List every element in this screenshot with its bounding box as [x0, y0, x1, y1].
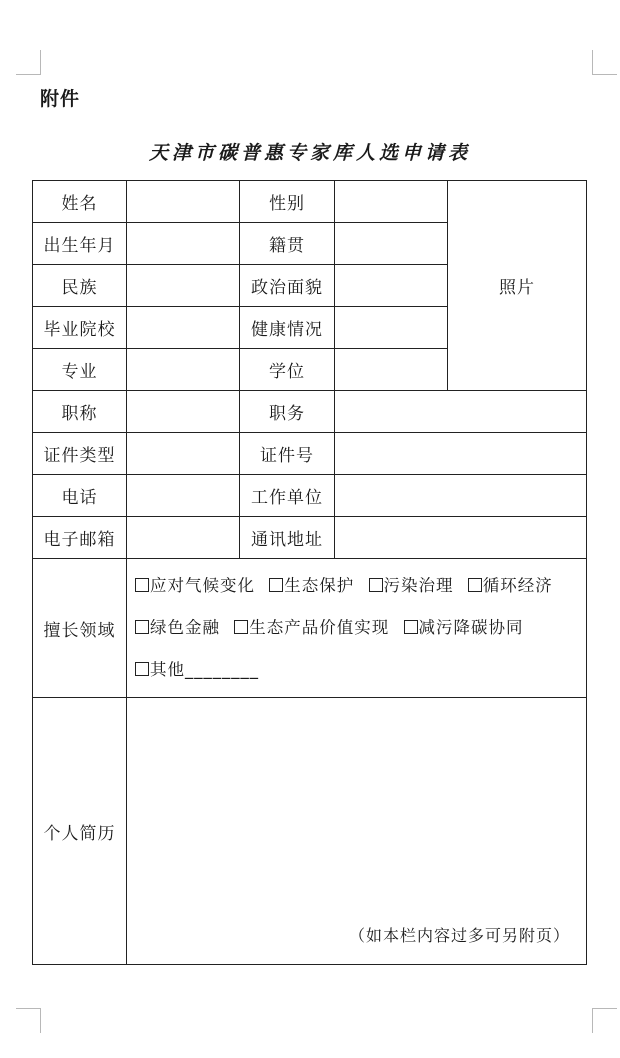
checkbox-icon[interactable]: [135, 578, 149, 592]
checkbox-icon[interactable]: [135, 620, 149, 634]
id-type-field[interactable]: [127, 433, 240, 475]
checkbox-icon[interactable]: [234, 620, 248, 634]
expertise-line-1: [135, 565, 580, 607]
attachment-label: 附件: [40, 88, 81, 110]
resume-note: （如本栏内容过多可另附页）: [348, 926, 570, 945]
crop-mark-bottom-right: [592, 1008, 617, 1033]
option-label: 应对气候变化: [150, 576, 255, 595]
checkbox-icon[interactable]: [468, 578, 482, 592]
email-label: 电子邮箱: [33, 517, 127, 559]
birth-label: 出生年月: [33, 223, 127, 265]
expertise-option[interactable]: [404, 618, 524, 637]
expertise-option[interactable]: [135, 576, 255, 595]
gender-field[interactable]: [335, 181, 448, 223]
table-row: [33, 698, 587, 965]
crop-mark-top-left: [16, 50, 41, 75]
table-row: [33, 559, 587, 698]
option-label: 生态产品价值实现: [249, 618, 390, 637]
ethnicity-label: 民族: [33, 265, 127, 307]
checkbox-icon[interactable]: [269, 578, 283, 592]
checkbox-icon[interactable]: [404, 620, 418, 634]
table-row: [33, 433, 587, 475]
table-row: [33, 475, 587, 517]
id-type-label: 证件类型: [33, 433, 127, 475]
address-field[interactable]: [335, 517, 587, 559]
option-label: 生态保护: [284, 576, 355, 595]
health-field[interactable]: [335, 307, 448, 349]
option-label: 循环经济: [482, 576, 553, 595]
expertise-options: [127, 559, 587, 698]
name-field[interactable]: [127, 181, 240, 223]
political-field[interactable]: [335, 265, 448, 307]
table-row: [33, 391, 587, 433]
expertise-option[interactable]: [468, 576, 553, 595]
expertise-option[interactable]: [369, 576, 454, 595]
major-field[interactable]: [127, 349, 240, 391]
expertise-option[interactable]: [135, 618, 220, 637]
phone-label: 电话: [33, 475, 127, 517]
application-form-table: [32, 180, 587, 965]
crop-mark-top-right: [592, 50, 617, 75]
option-label: 减污降碳协同: [418, 618, 524, 637]
post-label: 职务: [240, 391, 335, 433]
title-label: 职称: [33, 391, 127, 433]
degree-field[interactable]: [335, 349, 448, 391]
major-label: 专业: [33, 349, 127, 391]
option-label: 污染治理: [383, 576, 454, 595]
resume-field[interactable]: [127, 698, 587, 965]
expertise-option[interactable]: [135, 660, 259, 679]
option-label: 其他________: [150, 660, 259, 679]
table-row: [33, 181, 587, 223]
expertise-label: 擅长领域: [33, 559, 127, 698]
school-field[interactable]: [127, 307, 240, 349]
resume-label: 个人简历: [33, 698, 127, 965]
table-row: [33, 517, 587, 559]
post-field[interactable]: [335, 391, 587, 433]
page-title: 天津市碳普惠专家库人选申请表: [148, 142, 471, 164]
checkbox-icon[interactable]: [135, 662, 149, 676]
expertise-option[interactable]: [234, 618, 389, 637]
health-label: 健康情况: [240, 307, 335, 349]
photo-cell[interactable]: 照片: [448, 181, 587, 391]
ethnicity-field[interactable]: [127, 265, 240, 307]
work-unit-label: 工作单位: [240, 475, 335, 517]
native-label: 籍贯: [240, 223, 335, 265]
native-field[interactable]: [335, 223, 448, 265]
birth-field[interactable]: [127, 223, 240, 265]
option-label: 绿色金融: [150, 618, 220, 637]
phone-field[interactable]: [127, 475, 240, 517]
name-label: 姓名: [33, 181, 127, 223]
id-no-label: 证件号: [240, 433, 335, 475]
political-label: 政治面貌: [240, 265, 335, 307]
title-field[interactable]: [127, 391, 240, 433]
degree-label: 学位: [240, 349, 335, 391]
email-field[interactable]: [127, 517, 240, 559]
work-unit-field[interactable]: [335, 475, 587, 517]
id-no-field[interactable]: [335, 433, 587, 475]
crop-mark-bottom-left: [16, 1008, 41, 1033]
gender-label: 性别: [240, 181, 335, 223]
expertise-line-3: [135, 649, 580, 691]
expertise-option[interactable]: [269, 576, 354, 595]
expertise-line-2: [135, 607, 580, 649]
school-label: 毕业院校: [33, 307, 127, 349]
checkbox-icon[interactable]: [369, 578, 383, 592]
address-label: 通讯地址: [240, 517, 335, 559]
